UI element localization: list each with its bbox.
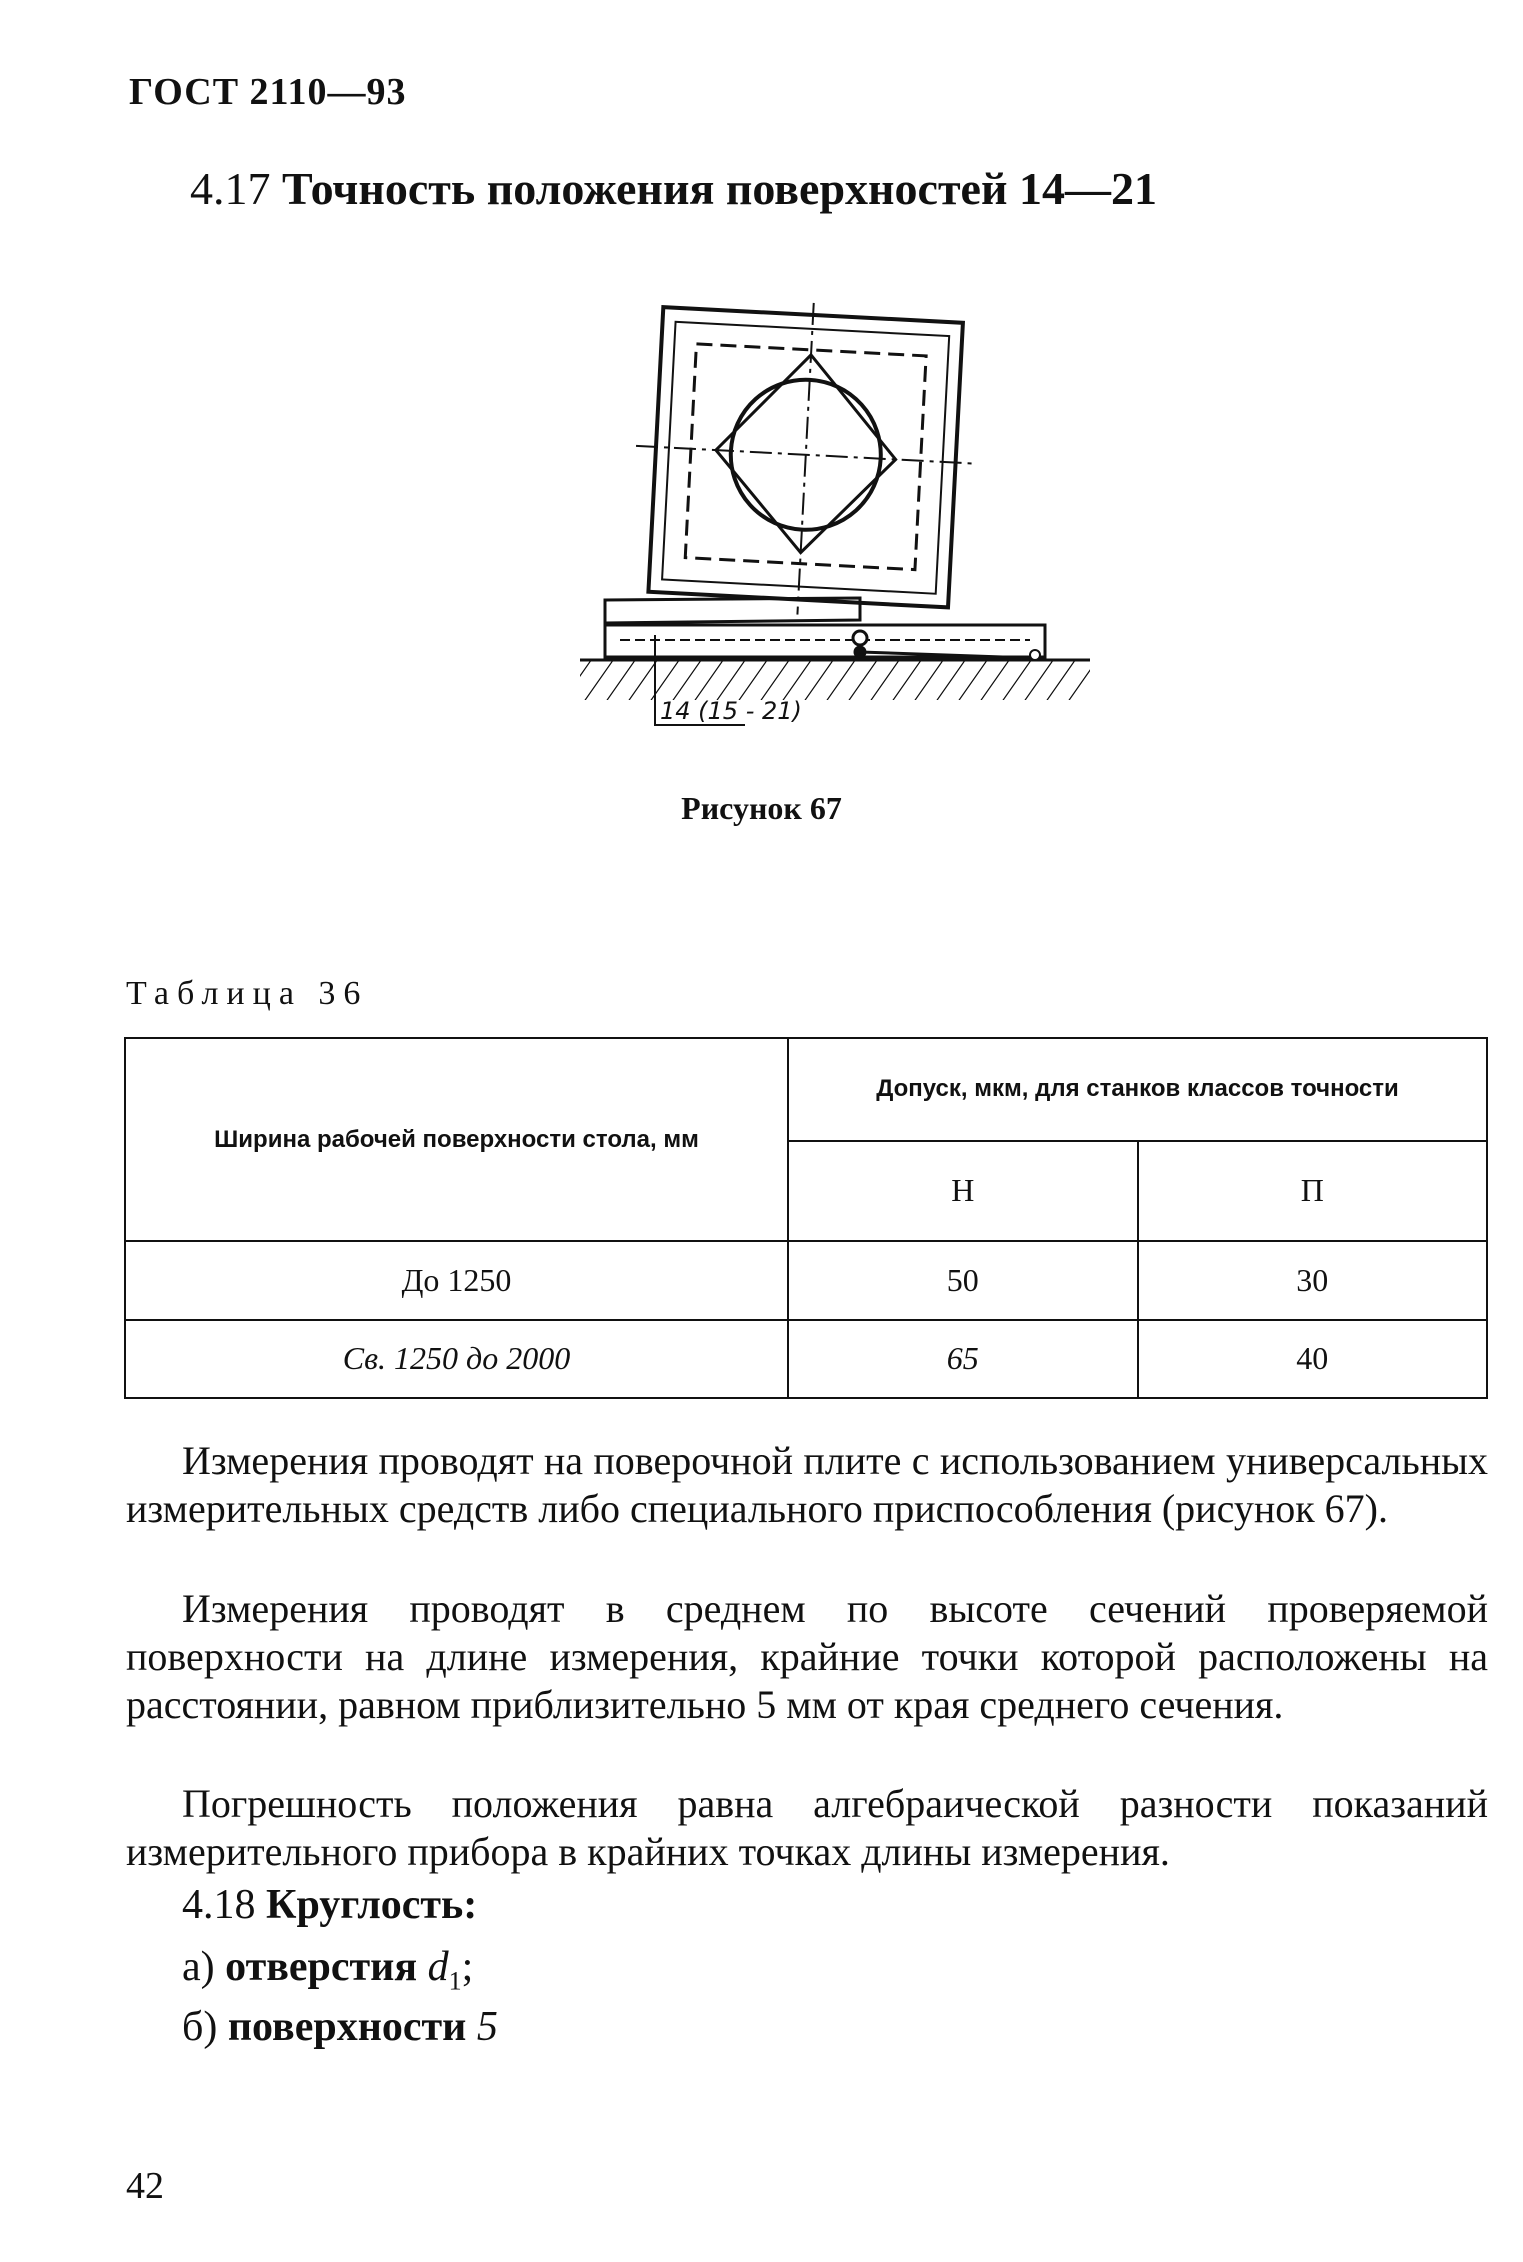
- section-number: 4.17: [190, 163, 271, 214]
- document-header: ГОСТ 2110—93: [129, 71, 407, 113]
- cell-class-p: 30: [1138, 1241, 1488, 1319]
- section-title-text: Точность положения поверхностей 14—21: [282, 163, 1157, 214]
- list-subscript: 1: [448, 1966, 462, 1996]
- page-number: 42: [126, 2165, 164, 2207]
- table-36: [124, 1037, 1488, 1399]
- paragraph-text: Измерения проводят на поверочной плите с использованием универсальных измерительных средств либо специального приспособления (рисунок 67).: [126, 1438, 1488, 1531]
- table-row: [125, 1320, 1487, 1398]
- table-label: Таблица 36: [126, 975, 369, 1012]
- cell-width: До 1250: [125, 1241, 788, 1319]
- list-item: [182, 1942, 473, 2006]
- list-text: поверхности: [227, 2004, 467, 2050]
- paragraph-text: Погрешность положения равна алгебраической разности показаний измерительного прибора в крайних точках длины измерения.: [126, 1781, 1488, 1874]
- cell-class-p: 40: [1138, 1320, 1488, 1398]
- paragraph-measurement-points: [126, 1585, 1488, 1729]
- ground-hatching: [580, 660, 1090, 700]
- header-table-width: Ширина рабочей поверхности стола, мм: [125, 1038, 788, 1241]
- header-class-p: П: [1138, 1141, 1488, 1242]
- list-end: ;: [461, 1944, 474, 1990]
- figure-label: 14 (15 - 21): [660, 697, 802, 725]
- paragraph-measurement-method: [126, 1437, 1488, 1533]
- tilted-workpiece: [628, 295, 984, 623]
- table-row: [125, 1241, 1487, 1319]
- list-marker: а): [182, 1944, 215, 1990]
- subsection-title-text: Круглость:: [266, 1882, 478, 1928]
- list-symbol: d: [427, 1944, 449, 1990]
- paragraph-position-error: [126, 1780, 1488, 1876]
- header-tolerance-group: Допуск, мкм, для станков классов точности: [788, 1038, 1487, 1141]
- list-symbol: 5: [476, 2004, 498, 2050]
- section-title: [190, 162, 1157, 215]
- figure-67-drawing: [560, 295, 1100, 765]
- paragraph-text: Измерения проводят в среднем по высоте сечений проверяемой поверхности на длине измерения, крайние точки которой расположены на расстоянии, равном приблизительно 5 мм от края среднего сечения.: [126, 1586, 1488, 1727]
- figure-caption: Рисунок 67: [681, 790, 842, 826]
- list-item: [182, 2002, 498, 2052]
- cell-class-h: 50: [788, 1241, 1138, 1319]
- header-class-h: Н: [788, 1141, 1138, 1242]
- subsection-title: [182, 1880, 477, 1930]
- list-text: отверстия: [225, 1944, 418, 1990]
- cell-width: Св. 1250 до 2000: [125, 1320, 788, 1398]
- subsection-number: 4.18: [182, 1882, 256, 1928]
- cell-class-h: 65: [788, 1320, 1138, 1398]
- list-marker: б): [182, 2004, 218, 2050]
- base-plate: [605, 598, 1045, 657]
